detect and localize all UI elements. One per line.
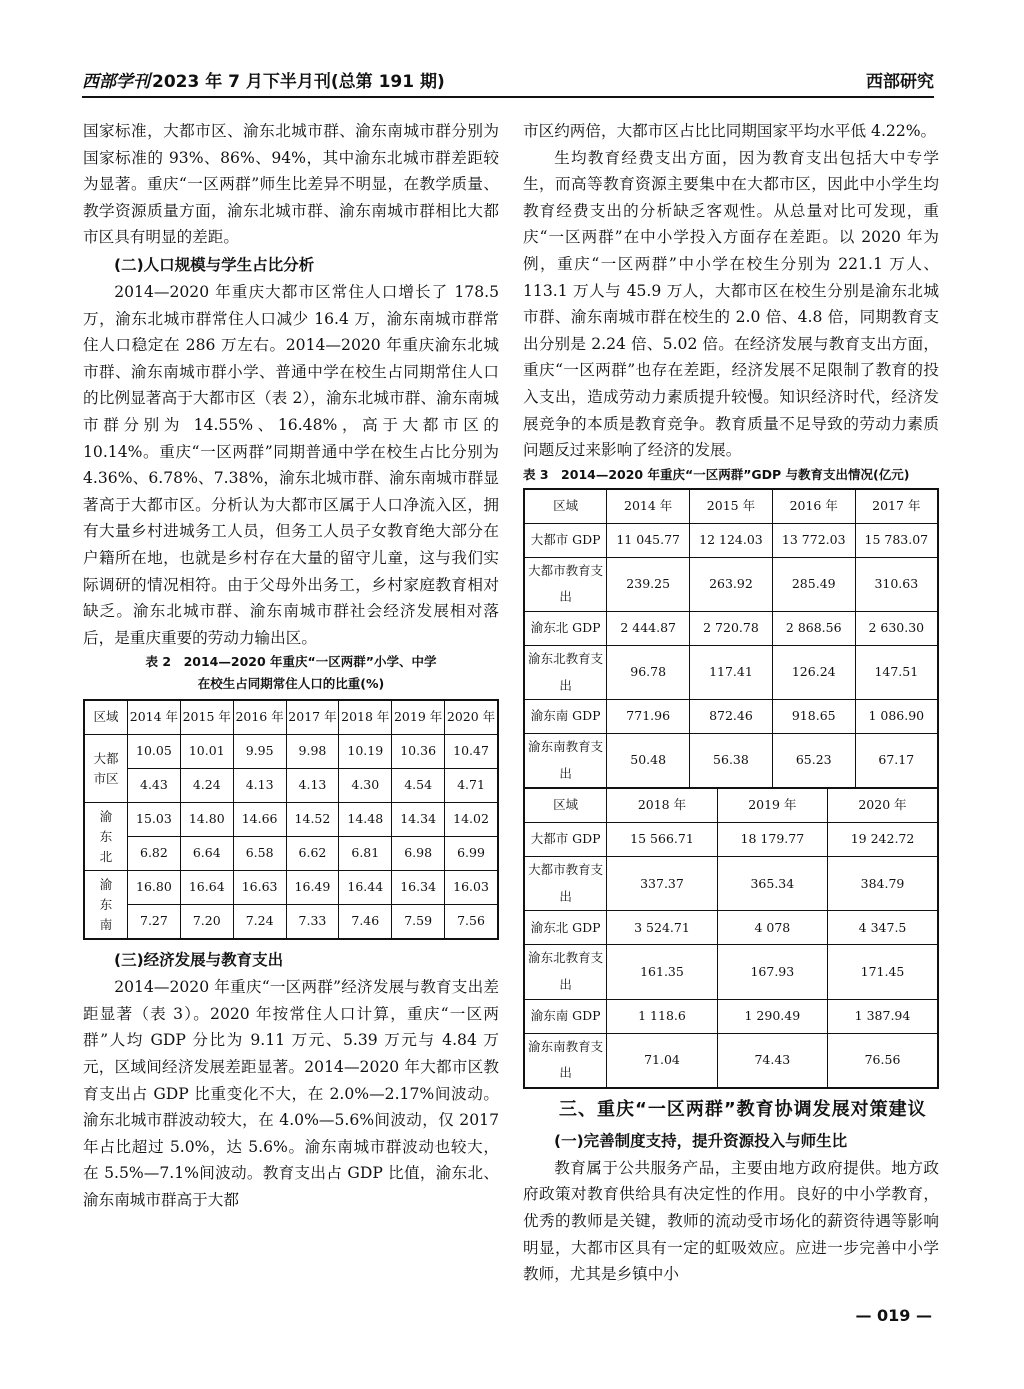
- table-cell: 65.23: [772, 734, 855, 789]
- table-cell: 13 772.03: [772, 523, 855, 557]
- table-cell: 渝东北 GDP: [524, 611, 607, 645]
- table-cell: 14.34: [392, 803, 445, 837]
- paragraph: 国家标准，大都市区、渝东北城市群、渝东南城市群分别为国家标准的 93%、86%、94%，其中渝东北城市群差距较为显著。重庆“一区两群”师生比差异不明显，在教学质量、教学资源质量方面，渝东北城市群、渝东南城市群相比大都市区具有明显的差距。: [83, 122, 499, 247]
- table-cell: 4.43: [128, 769, 181, 803]
- table-cell: 4.13: [286, 769, 339, 803]
- table-cell: 126.24: [772, 645, 855, 699]
- table-cell: 918.65: [772, 700, 855, 734]
- table-cell: 117.41: [690, 645, 773, 699]
- table-cell: 4 347.5: [828, 911, 938, 945]
- issue-info: 2023 年 7 月下半月刊(总第 191 期): [152, 72, 445, 92]
- table-cell: 6.98: [392, 837, 445, 871]
- table-cell: 337.37: [607, 857, 717, 911]
- table-cell: 渝东北教育支出: [524, 645, 607, 699]
- region-cell: 渝 东 南: [84, 871, 128, 940]
- journal-logo: 西部学刊: [82, 72, 150, 92]
- table-cell: 7.46: [339, 905, 392, 940]
- table-cell: 6.82: [128, 837, 181, 871]
- table-row: [524, 611, 938, 645]
- table-cell: 2 720.78: [690, 611, 773, 645]
- table-cell: 大都市 GDP: [524, 523, 607, 557]
- table-cell: 7.59: [392, 905, 445, 940]
- subsection-heading: (二)人口规模与学生占比分析: [114, 255, 315, 274]
- table-row: [524, 911, 938, 945]
- table-header-cell: 2019 年: [392, 700, 445, 735]
- table-cell: 96.78: [607, 645, 690, 699]
- table-2: [83, 699, 499, 940]
- table-cell: 16.80: [128, 871, 181, 905]
- table-cell: 50.48: [607, 734, 690, 789]
- table-cell: 大都市教育支出: [524, 857, 607, 911]
- page-number: — 019 —: [855, 1306, 932, 1325]
- table-cell: 15.03: [128, 803, 181, 837]
- table-cell: 3 524.71: [607, 911, 717, 945]
- table-header-cell: 2014 年: [607, 489, 690, 524]
- table-header-cell: 2018 年: [339, 700, 392, 735]
- running-header: [82, 62, 934, 98]
- table-cell: 771.96: [607, 700, 690, 734]
- table-cell: 7.27: [128, 905, 181, 940]
- table-cell: 10.01: [180, 735, 233, 769]
- table-row: [524, 645, 938, 699]
- section-name: 西部研究: [866, 72, 934, 92]
- table-cell: 384.79: [828, 857, 938, 911]
- table-cell: 14.52: [286, 803, 339, 837]
- table-cell: 872.46: [690, 700, 773, 734]
- table-row: [84, 871, 498, 905]
- table-cell: 15 566.71: [607, 823, 717, 857]
- table-cell: 147.51: [855, 645, 938, 699]
- table-cell: 4.30: [339, 769, 392, 803]
- paragraph: 生均教育经费支出方面，因为教育支出包括大中专学生，而高等教育资源主要集中在大都市区，因此中小学生均教育经费支出的分析缺乏客观性。从总量对比可发现，重庆“一区两群”在中小学投入方面存在差距。以 2020 年为例，重庆“一区两群”中小学在校生分别为 221.1 万人、113.1 万人与 45.9 万人，大都市区在校生分别是渝东北城市群、渝东南城市群在校生的 2.0 倍、4.8 倍，同期教育支出分别是 2.24 倍、5.02 倍。在经济发展与教育支出方面，重庆“一区两群”也存在差距，经济发展不足限制了教育的投入支出，造成劳动力素质提升较慢。知识经济时代，经济发展竞争的本质是教育竞争。教育质量不足导致的劳动力素质问题反过来影响了经济的发展。: [523, 148, 939, 460]
- table-header-cell: 2016 年: [233, 700, 286, 735]
- table-cell: 渝东南 GDP: [524, 700, 607, 734]
- table-cell: 67.17: [855, 734, 938, 789]
- left-column: [83, 118, 499, 1214]
- paragraph: 教育属于公共服务产品，主要由地方政府提供。地方政府政策对教育供给具有决定性的作用。良好的中小学教育，优秀的教师是关键，教师的流动受市场化的薪资待遇等影响明显，大都市区具有一定的虹吸效应。应进一步完善中小学教师，尤其是乡镇中小: [523, 1158, 939, 1284]
- table-cell: 4.24: [180, 769, 233, 803]
- table-cell: 285.49: [772, 557, 855, 611]
- table-row: [84, 803, 498, 837]
- table-header-cell: 区域: [84, 700, 128, 735]
- table-cell: 167.93: [717, 945, 827, 999]
- table-cell: 1 086.90: [855, 700, 938, 734]
- table-cell: 1 290.49: [717, 999, 827, 1033]
- table-cell: 4.54: [392, 769, 445, 803]
- table-header-row: [84, 700, 498, 735]
- table-row: [524, 700, 938, 734]
- table2-caption-line1: 表 2 2014—2020 年重庆“一区两群”小学、中学: [145, 654, 437, 670]
- section-heading: 三、重庆“一区两群”教育协调发展对策建议: [559, 1098, 927, 1120]
- right-column: [523, 118, 939, 1288]
- subsection-heading: (三)经济发展与教育支出: [114, 951, 284, 970]
- table-cell: 2 630.30: [855, 611, 938, 645]
- table-row: [524, 857, 938, 911]
- journal-issue: [82, 67, 445, 92]
- table-cell: 19 242.72: [828, 823, 938, 857]
- table-cell: 大都市 GDP: [524, 823, 607, 857]
- table-cell: 渝东南教育支出: [524, 734, 607, 789]
- table-cell: 6.99: [445, 837, 498, 871]
- table-cell: 渝东北教育支出: [524, 945, 607, 999]
- table-cell: 16.49: [286, 871, 339, 905]
- table-cell: 74.43: [717, 1033, 827, 1088]
- table-cell: 1 118.6: [607, 999, 717, 1033]
- table2-caption: [83, 651, 499, 695]
- table2-caption-line2: 在校生占同期常住人口的比重(%): [197, 676, 385, 692]
- table-cell: 7.33: [286, 905, 339, 940]
- table-header-cell: 2017 年: [286, 700, 339, 735]
- table-cell: 1 387.94: [828, 999, 938, 1033]
- table-header-row: [524, 489, 938, 524]
- table-cell: 渝东南 GDP: [524, 999, 607, 1033]
- table-cell: 7.20: [180, 905, 233, 940]
- table-cell: 2 868.56: [772, 611, 855, 645]
- table-cell: 大都市教育支出: [524, 557, 607, 611]
- table3-caption: 表 3 2014—2020 年重庆“一区两群”GDP 与教育支出情况(亿元): [523, 466, 910, 482]
- table-cell: 12 124.03: [690, 523, 773, 557]
- region-cell: 大都 市区: [84, 735, 128, 803]
- table-cell: 263.92: [690, 557, 773, 611]
- table-header-cell: 2015 年: [690, 489, 773, 524]
- paragraph: 2014—2020 年重庆“一区两群”经济发展与教育支出差距显著（表 3）。2020 年按常住人口计算，重庆“一区两群”人均 GDP 分比为 9.11 万元、5.39 万元与 4.84 万元，区域间经济发展差距显著。2014—2020 年大都市区教育支出占 GDP 比重变化不大，在 2.0%—2.17%间波动。渝东北城市群波动较大，在 4.0%—5.6%间波动，仅 2017 年占比超过 5.0%，达 5.6%。渝东南城市群波动也较大，在 5.5%—7.1%间波动。教育支出占 GDP 比值，渝东北、渝东南城市群高于大都: [83, 978, 499, 1210]
- table-cell: 6.81: [339, 837, 392, 871]
- table-cell: 10.05: [128, 735, 181, 769]
- table-cell: 14.48: [339, 803, 392, 837]
- table-cell: 7.56: [445, 905, 498, 940]
- table-cell: 76.56: [828, 1033, 938, 1088]
- table-cell: 10.47: [445, 735, 498, 769]
- table-cell: 71.04: [607, 1033, 717, 1088]
- table-cell: 18 179.77: [717, 823, 827, 857]
- table-header-cell: 2016 年: [772, 489, 855, 524]
- table-row: [84, 769, 498, 803]
- table-3: [523, 488, 939, 1089]
- table-cell: 2 444.87: [607, 611, 690, 645]
- table-row: [524, 823, 938, 857]
- region-cell: 渝 东 北: [84, 803, 128, 871]
- table-cell: 6.64: [180, 837, 233, 871]
- table-cell: 15 783.07: [855, 523, 938, 557]
- table-header-cell: 区域: [524, 788, 607, 823]
- table-cell: 4.13: [233, 769, 286, 803]
- table-row: [524, 945, 938, 999]
- table-cell: 239.25: [607, 557, 690, 611]
- table-cell: 4.71: [445, 769, 498, 803]
- table-row: [524, 734, 938, 789]
- table-cell: 10.19: [339, 735, 392, 769]
- table-header-cell: 2017 年: [855, 489, 938, 524]
- table-row: [524, 557, 938, 611]
- table-cell: 16.34: [392, 871, 445, 905]
- paragraph: 市区约两倍，大都市区占比比同期国家平均水平低 4.22%。: [523, 122, 937, 140]
- table-cell: 14.80: [180, 803, 233, 837]
- table-cell: 365.34: [717, 857, 827, 911]
- table-cell: 9.98: [286, 735, 339, 769]
- table-cell: 310.63: [855, 557, 938, 611]
- table-cell: 渝东北 GDP: [524, 911, 607, 945]
- table-cell: 161.35: [607, 945, 717, 999]
- table-row: [84, 905, 498, 940]
- table-header-row: [524, 788, 938, 823]
- table-header-cell: 2020 年: [445, 700, 498, 735]
- table-cell: 10.36: [392, 735, 445, 769]
- table-cell: 16.63: [233, 871, 286, 905]
- table-row: [524, 523, 938, 557]
- table-cell: 171.45: [828, 945, 938, 999]
- table-row: [524, 999, 938, 1033]
- table-header-cell: 2014 年: [128, 700, 181, 735]
- table-header-cell: 2020 年: [828, 788, 938, 823]
- table-cell: 16.44: [339, 871, 392, 905]
- table-row: [84, 837, 498, 871]
- table-cell: 6.62: [286, 837, 339, 871]
- table-cell: 渝东南教育支出: [524, 1033, 607, 1088]
- table-cell: 7.24: [233, 905, 286, 940]
- table-row: [524, 1033, 938, 1088]
- table-cell: 11 045.77: [607, 523, 690, 557]
- table-cell: 16.64: [180, 871, 233, 905]
- table-header-cell: 2015 年: [180, 700, 233, 735]
- table-header-cell: 2018 年: [607, 788, 717, 823]
- table-cell: 14.02: [445, 803, 498, 837]
- table-cell: 4 078: [717, 911, 827, 945]
- subsection-heading: (一)完善制度支持，提升资源投入与师生比: [554, 1131, 848, 1150]
- table-cell: 14.66: [233, 803, 286, 837]
- paragraph: 2014—2020 年重庆大都市区常住人口增长了 178.5 万，渝东北城市群常住人口减少 16.4 万，渝东南城市群常住人口稳定在 286 万左右。2014—2020 年重庆渝东北城市群、渝东南城市群小学、普通中学在校生占同期常住人口的比例显著高于大都市区（表 2），渝东北城市群、渝东南城市群分别为 14.55%、16.48%，高于大都市区的 10.14%。重庆“一区两群”同期普通中学在校生占比分别为 4.36%、6.78%、7.38%，渝东北城市群、渝东南城市群显著高于大都市区。分析认为大都市区属于人口净流入区，拥有大量乡村进城务工人员，但务工人员子女教育绝大部分在户籍所在地，也就是乡村存在大量的留守儿童，这与我们实际调研的情况相符。由于父母外出务工，乡村家庭教育相对缺乏。渝东北城市群、渝东南城市群社会经济发展相对落后，是重庆重要的劳动力输出区。: [83, 282, 499, 647]
- table-header-cell: 2019 年: [717, 788, 827, 823]
- table-cell: 56.38: [690, 734, 773, 789]
- table-cell: 6.58: [233, 837, 286, 871]
- table-header-cell: 区域: [524, 489, 607, 524]
- table-cell: 16.03: [445, 871, 498, 905]
- table-cell: 9.95: [233, 735, 286, 769]
- table-row: [84, 735, 498, 769]
